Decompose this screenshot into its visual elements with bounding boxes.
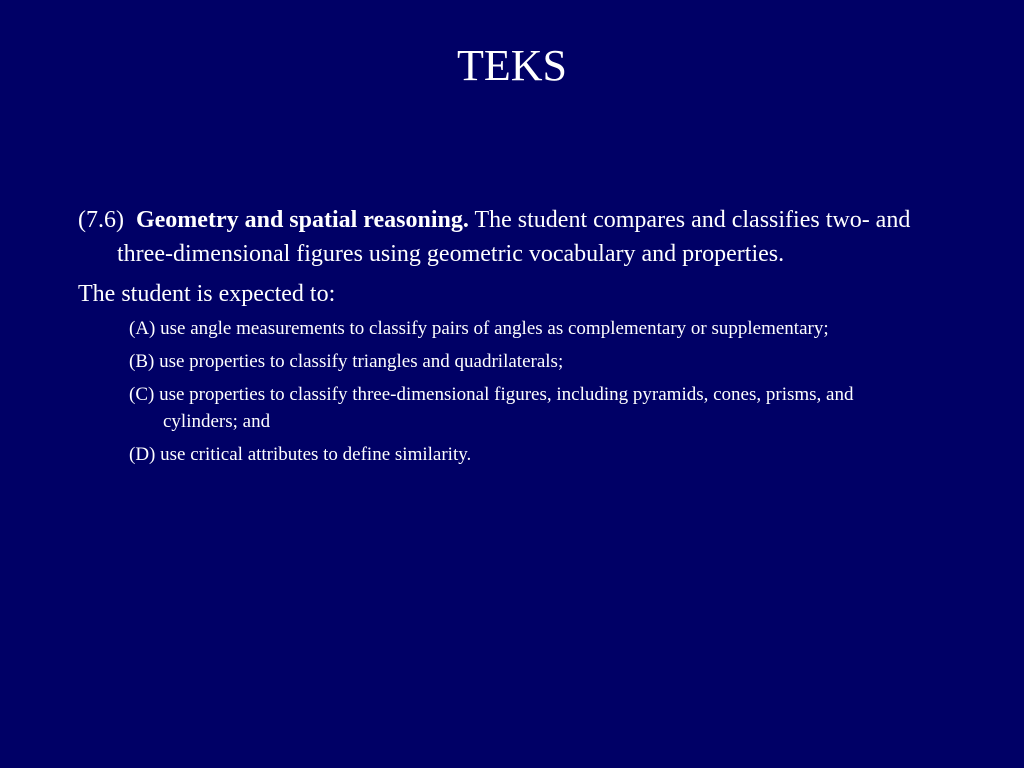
expectation-item-d: (D) use critical attributes to define similarity. [129,444,472,465]
expectations-list [78,315,948,468]
standard-text: The student compares and classifies two- and three-dimensional figures using geometric vocabulary and properties. [117,207,911,267]
expectation-item-c: (C) use properties to classify three-dimensional figures, including pyramids, cones, prisms, and cylinders; and [129,384,854,432]
standard-code: (7.6) [78,207,124,233]
expectation-item-b: (B) use properties to classify triangles and quadrilaterals; [129,351,564,372]
standard-title: Geometry and spatial reasoning. [135,207,469,233]
expected-label: The student is expected to: [78,281,336,307]
standard-paragraph [78,203,948,271]
slide-body [78,203,948,468]
slide-title: TEKS [457,41,567,90]
expectation-item-a: (A) use angle measurements to classify pairs of angles as complementary or supplementary; [129,318,829,339]
